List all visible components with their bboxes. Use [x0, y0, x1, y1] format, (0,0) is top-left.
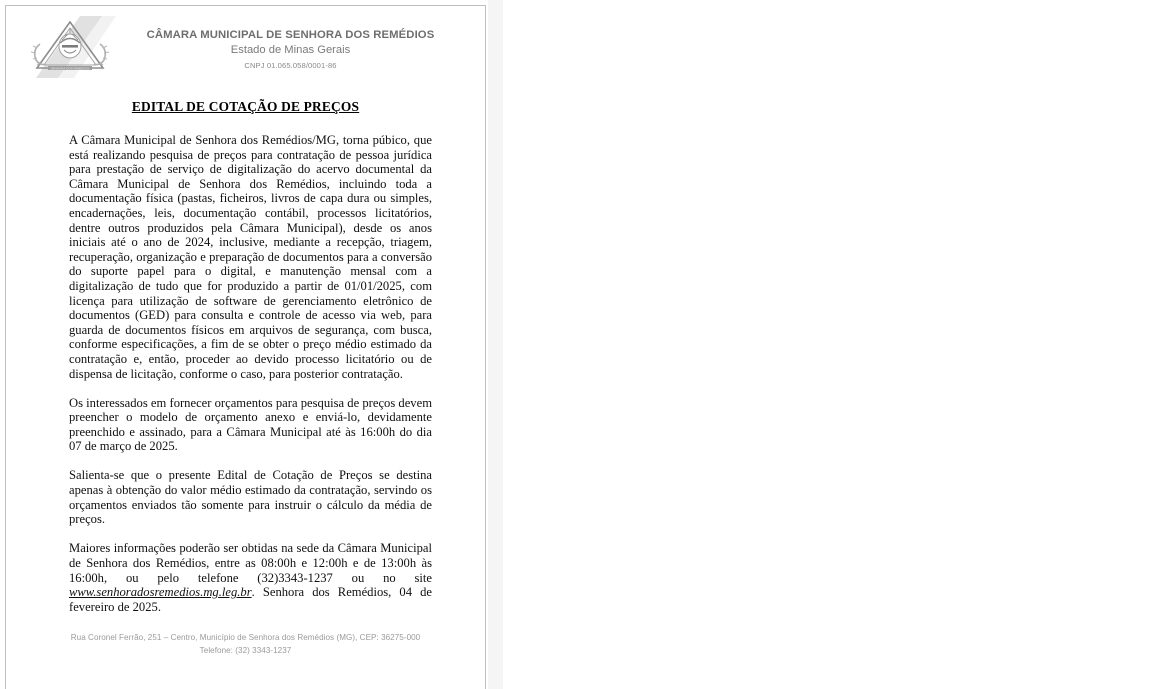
paragraph-4-text-before-link: Maiores informações poderão ser obtidas na sede da Câmara Municipal de Senhora dos Remédios, entre as 08:00h e 12:00h e de 13:00h às 16:00h, ou pelo telefone (32)3343-1237 ou no site: [69, 541, 432, 585]
coat-of-arms-logo: [24, 16, 116, 78]
svg-text:SENHORA DOS REMEDIOS: SENHORA DOS REMEDIOS: [50, 66, 90, 71]
paragraph-4-text-after-link: . Senhora dos Remédios, 04 de fevereiro de 2025.: [69, 585, 432, 614]
page-gutter: [488, 0, 503, 689]
document-header: [6, 6, 485, 83]
footer-address: Rua Coronel Ferrão, 251 – Centro, Município de Senhora dos Remédios (MG), CEP: 36275-000: [70, 633, 421, 642]
paragraph-1: A Câmara Municipal de Senhora dos Remédios/MG, torna púbico, que está realizando pesquisa de preços para contratação de pessoa jurídica para prestação de serviço de digitalização do acervo documental da Câmara Municipal de Senhora dos Remédios, incluindo toda a documentação física (pastas, ficheiros, livros de capa dura ou simples, encadernações, leis, documentação contábil, processos licitatórios, dentre outros produzidos pela Câmara Municipal), desde os anos iniciais até o ano de 2024, inclusive, mediante a recepção, triagem, recuperação, organização e preparação de documentos para a conversão do suporte papel para o digital, e manutenção mensal com a digitalização de tudo que for produzido a partir de 01/01/2025, com licença para utilização de software de gerenciamento eletrônico de documentos (GED) para consulta e controle de acesso via web, para guarda de documentos físicos em arquivos de segurança, com busca, conforme especificações, a fim de se obter o preço médio estimado da contratação e, então, proceder ao devido processo licitatório ou de dispensa de licitação, conforme o caso, para posterior contratação.: [69, 133, 432, 381]
organization-state: Estado de Minas Gerais: [230, 44, 351, 56]
organization-name: CÂMARA MUNICIPAL DE SENHORA DOS REMÉDIOS: [146, 29, 435, 41]
document-body: [6, 115, 485, 614]
document-page: [5, 5, 486, 689]
paragraph-3: Salienta-se que o presente Edital de Cotação de Preços se destina apenas à obtenção do valor médio estimado da contratação, servindo os orçamentos enviados tão somente para instruir o cálculo da média de preços.: [69, 468, 432, 527]
document-title: EDITAL DE COTAÇÃO DE PREÇOS: [131, 99, 360, 114]
document-footer: [6, 632, 485, 657]
website-link[interactable]: www.senhoradosremedios.mg.leg.br: [69, 585, 252, 600]
paragraph-4: [69, 541, 432, 614]
header-text-block: [106, 28, 475, 71]
organization-cnpj: CNPJ 01.065.058/0001-86: [244, 61, 337, 70]
paragraph-2: Os interessados em fornecer orçamentos para pesquisa de preços devem preencher o modelo de orçamento anexo e enviá-lo, devidamente preenchido e assinado, para a Câmara Municipal até às 16:00h do dia 07 de março de 2025.: [69, 395, 432, 454]
footer-phone: Telefone: (32) 3343-1237: [199, 645, 292, 655]
